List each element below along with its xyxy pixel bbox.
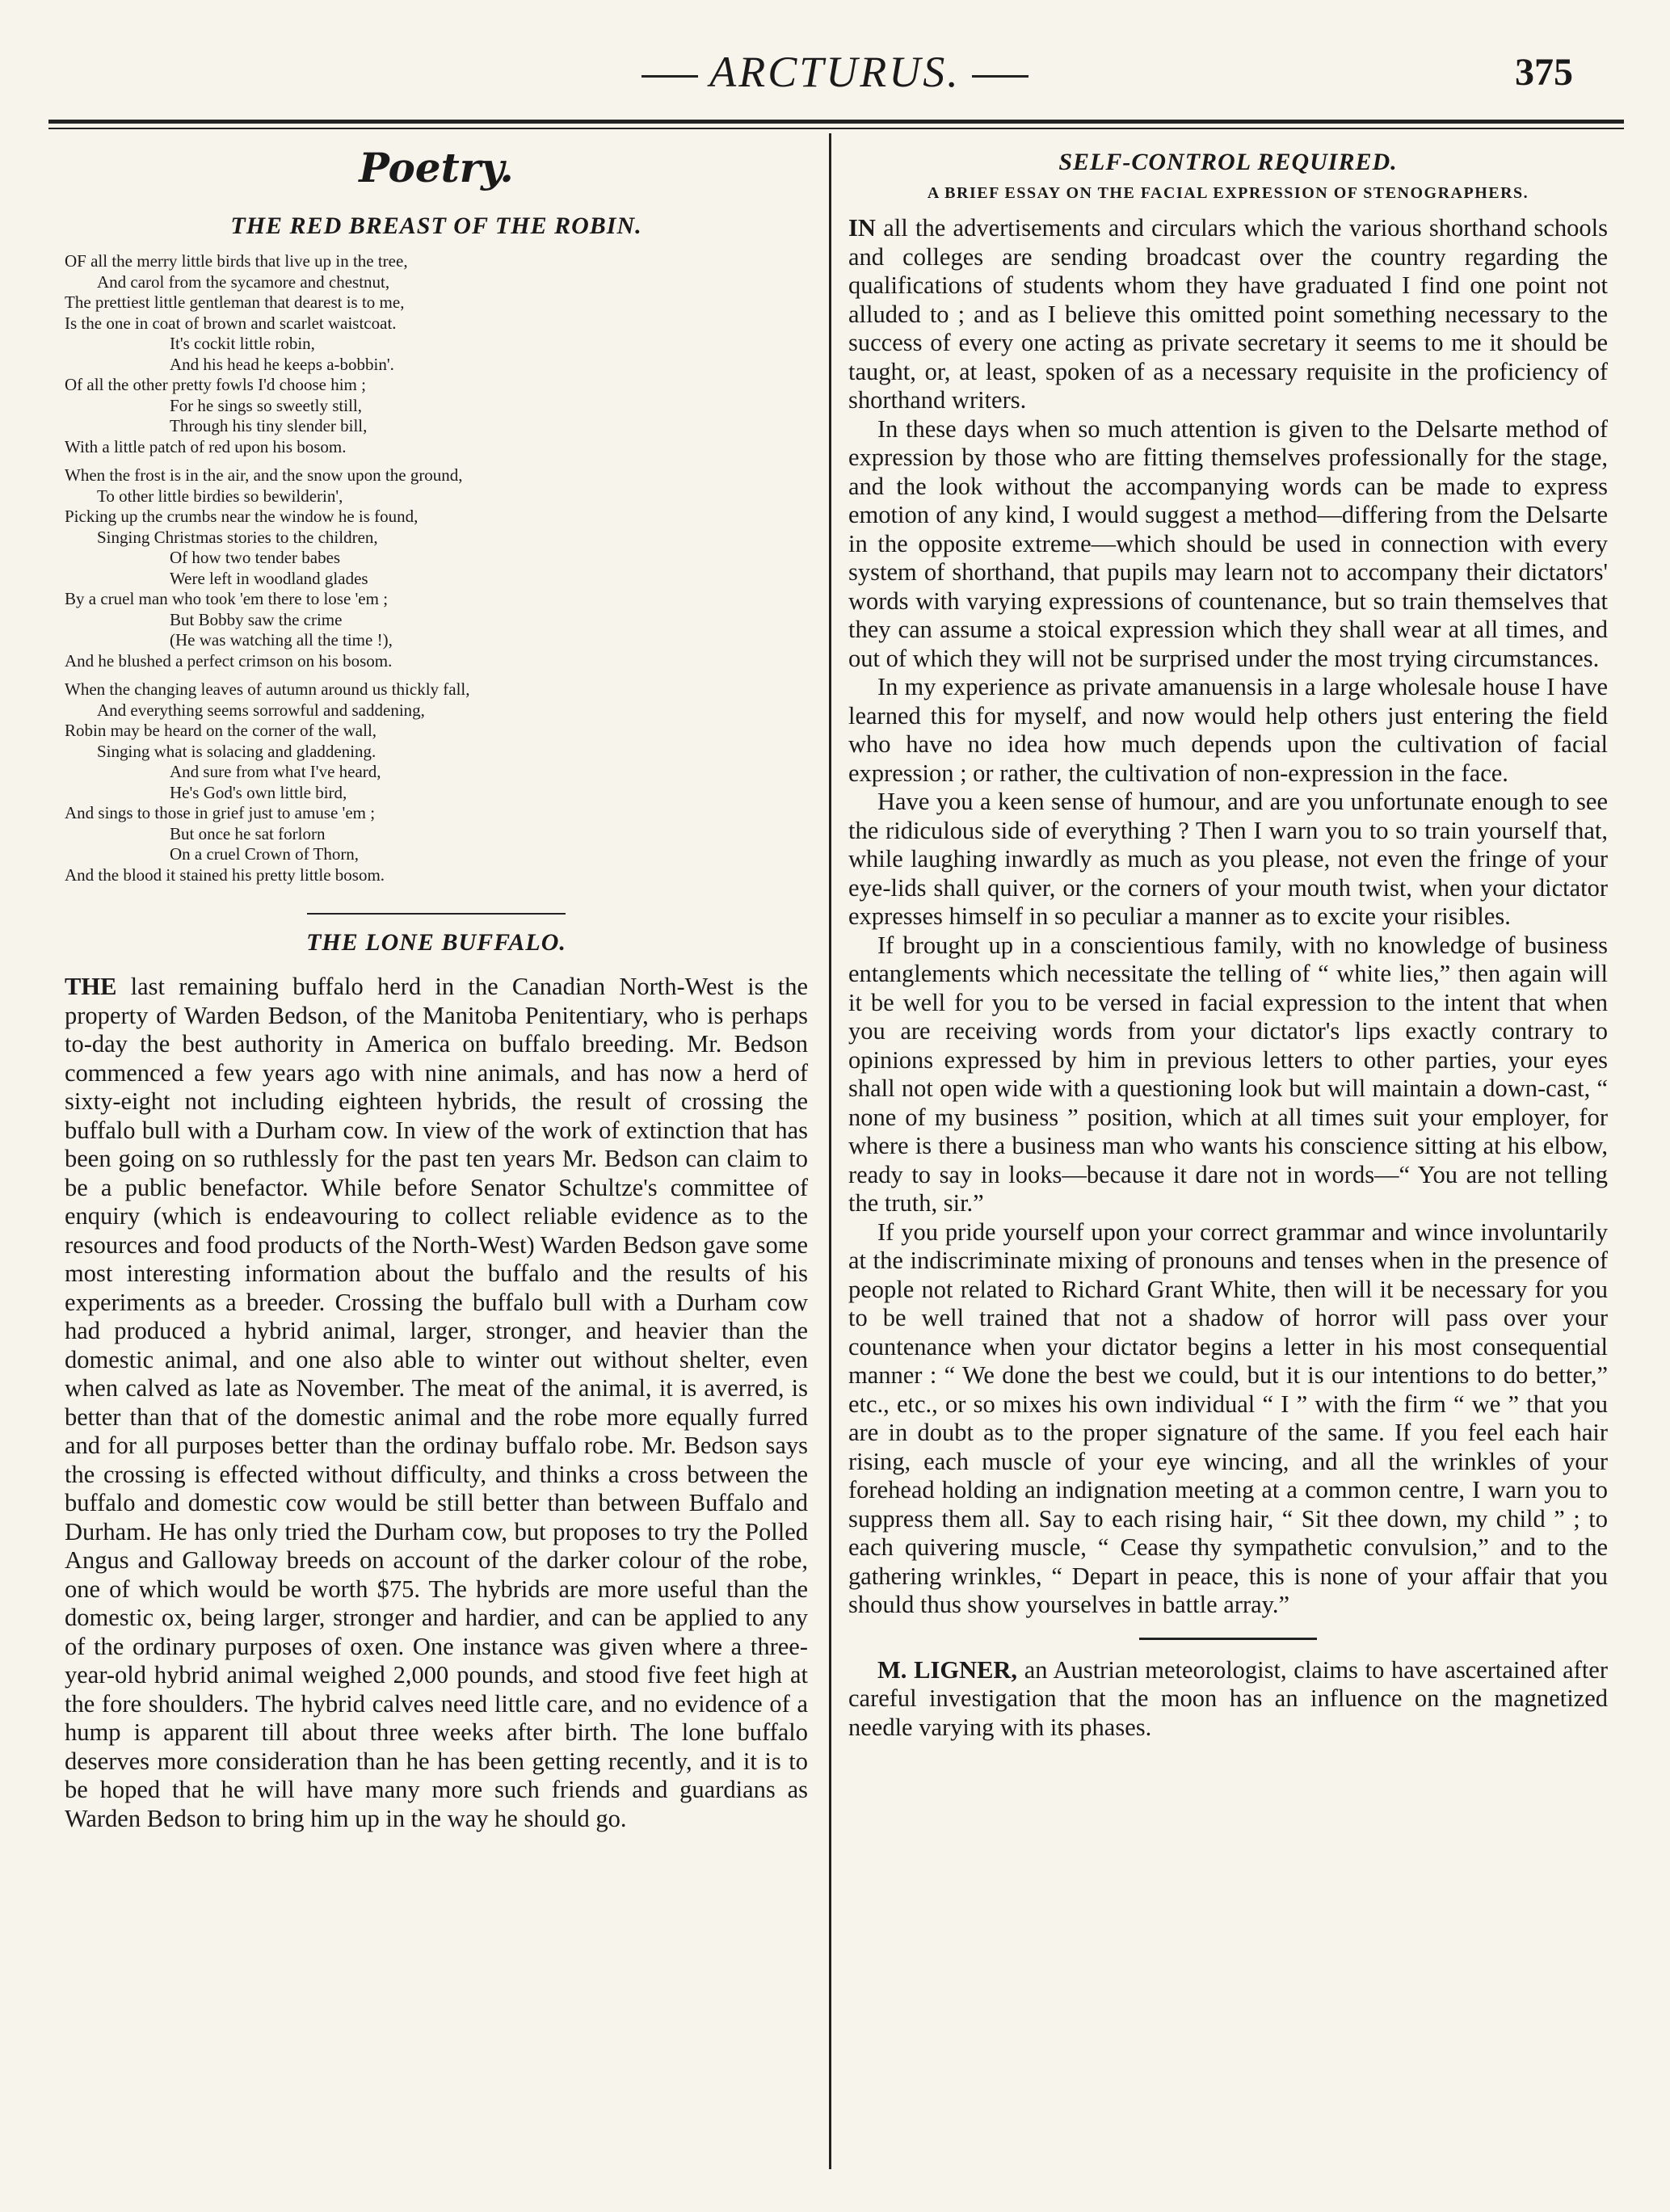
header-rule (48, 120, 1624, 124)
poem-line: It's cockit little robin, (170, 334, 315, 353)
note-ligner (848, 1656, 1608, 1743)
poem-line: He's God's own little bird, (170, 782, 347, 802)
essay-paragraph (848, 214, 1608, 415)
poem-stanza (65, 679, 808, 885)
poem-line: When the frost is in the air, and the snow upon the ground, (65, 465, 463, 485)
poem-line: For he sings so sweetly still, (170, 395, 363, 415)
essay-text: If you pride yourself upon your correct grammar and wince involuntarily at the indiscriminate mixing of pronouns and tenses when in the presence of people not related to Richard Grant White, then will it be necessary for you to be well trained that not a shadow of horror will pass over your countenance when your dictator begins a letter in his most consequential manner : “ We done the best we could, but it is our intentions to do better,” etc., etc., or so mixes his own individual “ I ” with the firm “ we ” that you are in doubt as to the proper signature of the same. If you feel each hair rising, each muscle of your eye wincing, and all the wrinkles of your forehead holding an indignation meeting at a common centre, I warn you to suppress them all. Say to each rising hair, “ Sit thee down, my child ” ; to each quivering muscle, “ Cease thy sympathetic convulsion,” and to the gathering wrinkles, “ Depart in peace, this is none of your affair that you should thus show yourselves in battle array.” (848, 1217, 1608, 1618)
essay-text: Have you a keen sense of humour, and are you unfortunate enough to see the ridiculous side of everything ? Then I warn you to so train yourself that, while laughing inwardly as much as you please, not even the fringe of your eye-lids shall quiver, or the corners of your mouth twist, when your dictator expresses himself in so peculiar a manner as to excite your risibles. (848, 788, 1608, 930)
essay-text: In my experience as private amanuensis in a large wholesale house I have learned this for myself, and now would help others just entering the field who have no idea how much depends upon the cultivation of facial expression ; or rather, the cultivation of non-expression in the face. (848, 673, 1608, 787)
poem-line: And he blushed a perfect crimson on his bosom. (65, 650, 393, 671)
poem-line: The prettiest little gentleman that dearest is to me, (65, 292, 405, 312)
poem-line: And his head he keeps a-bobbin'. (170, 354, 394, 374)
column-divider (829, 133, 831, 2169)
poem-line: With a little patch of red upon his bosom. (65, 436, 347, 456)
essay-paragraph (848, 931, 1608, 1218)
note-lead: M. LIGNER, (877, 1655, 1018, 1684)
poem-line: And sure from what I've heard, (170, 762, 381, 781)
poem-line: On a cruel Crown of Thorn, (170, 844, 360, 864)
article-body-self-control (848, 214, 1608, 1620)
poem-line: And everything seems sorrowful and saddening, (97, 700, 425, 720)
buffalo-text: last remaining buffalo herd in the Canadian North-West is the property of Warden Bedson, of the Manitoba Penitentiary, who is perhaps to-day the best authority in America on buffalo breeding. Mr. Bedson commenced a few years ago with nine animals, and has now a herd of sixty-eight not including eighteen hybrids, the result of crossing the buffalo bull with a Durham cow. In view of the work of extinction that has been going on so ruthlessly for the past ten years Mr. Bedson can claim to be a public benefactor. While before Senator Schultze's committee of enquiry (which is endeavouring to collect reliable evidence as to the resources and food products of the North-West) Warden Bedson gave some most interesting information about the buffalo and the results of his experiments as a breeder. Crossing the buffalo bull with a Durham cow had produced a hybrid animal, larger, stronger, and heavier than the domestic animal, and one also able to winter out without shelter, even when calved as late as November. The meat of the animal, it is averred, is better than that of the domestic animal and the robe more equally furred and for all purposes better than the ordinay buffalo robe. Mr. Bedson says the crossing is effected without difficulty, and thinks a cross between the buffalo and domestic cow would be still better than between Buffalo and Durham. He has only tried the Durham cow, but proposes to try the Polled Angus and Galloway breeds on account of the darker colour of the robe, one of which would be worth $75. The hybrids are more useful than the domestic ox, being larger, stronger and hardier, and can be applied to any of the ordinary purposes of oxen. One instance was given where a three-year-old hybrid animal weighed 2,000 pounds, and stood five feet high at the fore shoulders. The hybrid calves need little care, and no evidence of a hump is apparent till about three weeks after birth. The lone buffalo deserves more consideration than he has been getting recently, and it is to be hoped that he will have many more such friends and guardians as Warden Bedson to bring him up in the way he should go. (65, 973, 808, 1832)
essay-text: all the advertisements and circulars which the various shorthand schools and colleges are sending broadcast over the country regarding the qualifications of students whom they have graduated I find one point not alluded to ; and as I believe this omitted point something necessary to the success of every one acting as private secretary it seems to me it should be taught, or, at least, spoken of as a necessary requisite in the proficiency of shorthand writers. (848, 214, 1608, 414)
article-title-buffalo: THE LONE BUFFALO. (306, 929, 566, 956)
poem-line: Is the one in coat of brown and scarlet waistcoat. (65, 313, 397, 333)
essay-lead: IN (848, 214, 876, 242)
buffalo-lead: THE (65, 973, 117, 1000)
poem-line: But once he sat forlorn (170, 823, 326, 843)
essay-paragraph (848, 788, 1608, 931)
buffalo-paragraph (65, 973, 808, 1833)
poem-stanza (65, 465, 808, 671)
poem-line: And carol from the sycamore and chestnut, (97, 271, 390, 292)
page-number: 375 (1515, 51, 1573, 94)
poem-stanza (65, 251, 808, 457)
poem-line: Of how two tender babes (170, 548, 341, 567)
essay-text: In these days when so much attention is given to the Delsarte method of expression by those who are fitting themselves professionally for the stage, and the look without the accompanying words can be made to express emotion of any kind, I would suggest a method—differing from the Delsarte in the opposite extreme—which should be used in connection with every system of shorthand, that pupils may learn not to accompany their dictators' words with varying expressions of countenance, but so train themselves that they can assume a stoical expression which they shall wear at all times, and out of which they will not be surprised under the most trying circumstances. (848, 414, 1608, 672)
poem-line: Were left in woodland glades (170, 568, 368, 588)
article-title-self-control: SELF-CONTROL REQUIRED. (1058, 149, 1398, 175)
right-column (848, 144, 1608, 1742)
poem-line: And sings to those in grief just to amuse 'em ; (65, 803, 376, 822)
article-subtitle: A BRIEF ESSAY ON THE FACIAL EXPRESSION OF STENOGRAPHERS. (927, 184, 1529, 202)
running-title-text: ARCTURUS. (709, 48, 961, 96)
left-column (65, 144, 808, 1833)
title-dash-left (641, 75, 698, 78)
poem-line: To other little birdies so bewilderin', (97, 486, 343, 506)
essay-paragraph (848, 415, 1608, 674)
poem-line: Singing Christmas stories to the children, (97, 527, 378, 547)
poem-line: OF all the merry little birds that live up in the tree, (65, 251, 408, 271)
poem-line: Of all the other pretty fowls I'd choose him ; (65, 375, 366, 394)
poem-line: Through his tiny slender bill, (170, 416, 368, 435)
poem-line: Robin may be heard on the corner of the wall, (65, 721, 377, 740)
section-heading-poetry: Poetry. (359, 144, 514, 191)
header-rule-thin (48, 128, 1624, 129)
poem-body (65, 251, 808, 885)
poem-title: THE RED BREAST OF THE ROBIN. (230, 212, 642, 239)
essay-paragraph (848, 1218, 1608, 1620)
note-paragraph (848, 1656, 1608, 1743)
poem-line: When the changing leaves of autumn around us thickly fall, (65, 679, 470, 699)
note-divider (1139, 1638, 1317, 1640)
poem-line: And the blood it stained his pretty little bosom. (65, 864, 385, 885)
running-title (0, 47, 1670, 97)
essay-text: If brought up in a conscientious family, with no knowledge of business entanglements which necessitate the telling of “ white lies,” then again will it be well for you to be versed in facial expression to the intent that when you are receiving words from your dictator's lips exactly contrary to opinions expressed by him in previous letters to other parties, your eyes shall not open wide with a questioning look but will maintain a down-cast, “ none of my business ” position, which at all times suit your employer, for where is there a business man who wants his conscience sitting at his elbow, ready to say in looks—because it dare not in words—“ You are not telling the truth, sir.” (848, 931, 1608, 1217)
poem-line: But Bobby saw the crime (170, 609, 343, 629)
poem-line: Singing what is solacing and gladdening. (97, 741, 376, 761)
poem-line: By a cruel man who took 'em there to lose 'em ; (65, 589, 389, 608)
note-text: an Austrian meteorologist, claims to have ascertained after careful investigation that the moon has an influence on the magnetized needle varying with its phases. (848, 1655, 1608, 1741)
poem-line: Picking up the crumbs near the window he is found, (65, 507, 419, 526)
article-body-buffalo (65, 973, 808, 1833)
title-dash-right (972, 75, 1029, 78)
poem-line: (He was watching all the time !), (170, 630, 393, 650)
essay-paragraph (848, 673, 1608, 788)
section-rule (307, 913, 566, 915)
